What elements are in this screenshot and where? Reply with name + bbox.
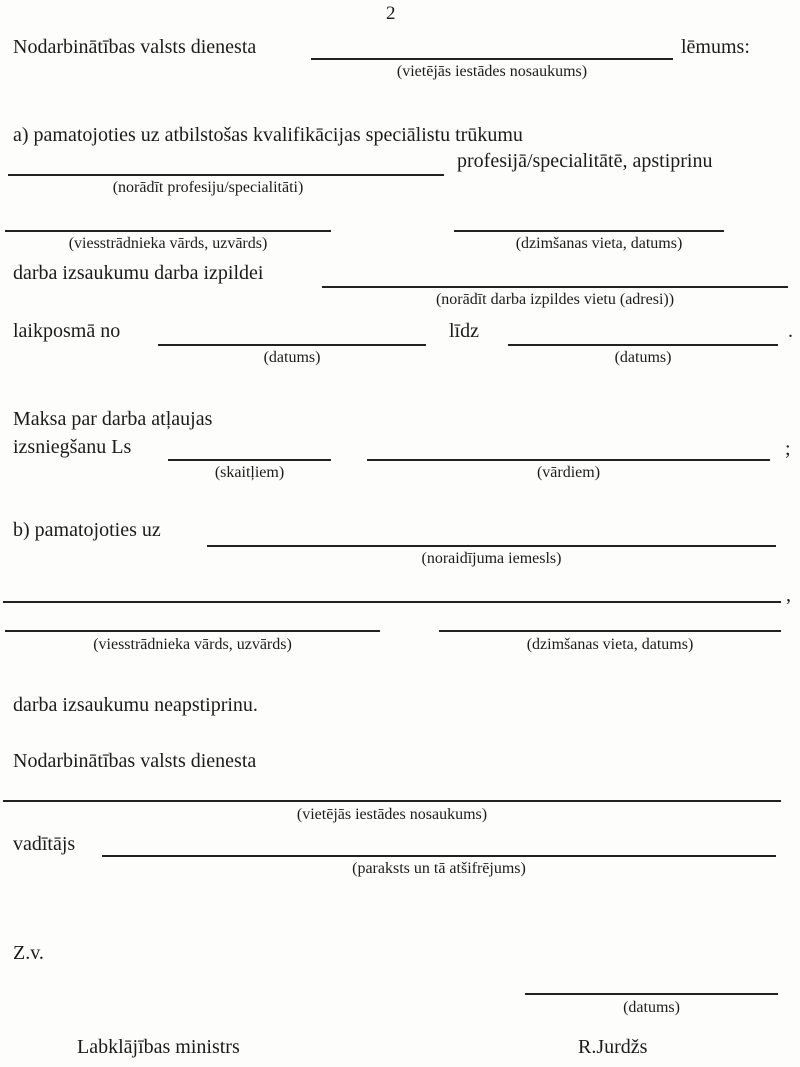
date-from-caption: (datums) bbox=[263, 349, 321, 366]
minister-name: R.Jurdžs bbox=[578, 1036, 648, 1058]
fill-line-worker-name-a bbox=[5, 230, 331, 232]
fill-line-signature-date bbox=[525, 993, 778, 995]
birth-place-caption-b: (dzimšanas vieta, datums) bbox=[526, 636, 694, 653]
page-number: 2 bbox=[386, 3, 396, 24]
fee-end-punct: ; bbox=[785, 438, 791, 460]
section-b-lead: b) pamatojoties uz bbox=[13, 519, 161, 541]
signature-date-caption: (datums) bbox=[623, 999, 680, 1016]
fill-line-fee-numbers bbox=[168, 459, 331, 461]
period-end-punct: . bbox=[788, 320, 793, 342]
fill-line-fee-words bbox=[367, 459, 770, 461]
fill-line-date-until bbox=[508, 344, 778, 346]
fill-line-workplace bbox=[322, 286, 788, 288]
fee-label-line1: Maksa par darba atļaujas bbox=[13, 408, 213, 430]
fill-line-birth-place-b bbox=[439, 630, 781, 632]
rejection-reason-caption: (noraidījuma iemesls) bbox=[421, 550, 562, 567]
fill-line-date-from bbox=[158, 344, 426, 346]
period-from-label: laikposmā no bbox=[13, 320, 121, 342]
head-label: vadītājs bbox=[13, 833, 76, 855]
section-a-profession-suffix: profesijā/specialitātē, apstiprinu bbox=[457, 150, 713, 172]
fee-numbers-caption: (skaitļiem) bbox=[214, 464, 285, 481]
worker-name-caption-a: (viesstrādnieka vārds, uzvārds) bbox=[68, 235, 268, 252]
date-until-caption: (datums) bbox=[614, 349, 672, 366]
fill-line-birth-place-a bbox=[454, 230, 724, 232]
worker-name-caption-b: (viesstrādnieka vārds, uzvārds) bbox=[93, 636, 292, 653]
decision-label: lēmums: bbox=[681, 36, 750, 58]
workplace-caption: (norādīt darba izpildes vietu (adresi)) bbox=[435, 291, 675, 308]
fee-label-line2: izsniegšanu Ls bbox=[13, 436, 132, 458]
fill-line-profession bbox=[8, 174, 444, 176]
not-approve-statement: darba izsaukumu neapstiprinu. bbox=[13, 694, 258, 716]
fill-line-rejection-reason bbox=[207, 545, 776, 547]
fill-line-institution-name bbox=[311, 58, 673, 60]
birth-place-caption-a: (dzimšanas vieta, datums) bbox=[515, 235, 683, 252]
fill-line-worker-name-b bbox=[5, 630, 380, 632]
period-until-label: līdz bbox=[449, 320, 479, 342]
signature-caption: (paraksts un tā atšifrējums) bbox=[352, 860, 526, 877]
fill-line-signature-institution bbox=[3, 800, 781, 802]
signature-service-label: Nodarbinātības valsts dienesta bbox=[13, 750, 257, 772]
institution-name-caption: (vietējās iestādes nosaukums) bbox=[396, 63, 588, 80]
fill-line-signature bbox=[102, 855, 776, 857]
section-a-lead: a) pamatojoties uz atbilstošas kvalifikācijas speciālistu trūkumu bbox=[13, 124, 523, 146]
header-service-label: Nodarbinātības valsts dienesta bbox=[13, 36, 257, 58]
signature-institution-caption: (vietējās iestādes nosaukums) bbox=[296, 806, 488, 823]
work-order-label: darba izsaukumu darba izpildei bbox=[13, 262, 264, 284]
fill-line-rejection-continued bbox=[3, 601, 781, 603]
seal-label: Z.v. bbox=[13, 942, 44, 964]
rejection-line-end-punct: , bbox=[786, 584, 791, 606]
profession-caption: (norādīt profesiju/specialitāti) bbox=[112, 179, 304, 196]
fee-words-caption: (vārdiem) bbox=[536, 464, 601, 481]
minister-title: Labklājības ministrs bbox=[77, 1036, 240, 1058]
